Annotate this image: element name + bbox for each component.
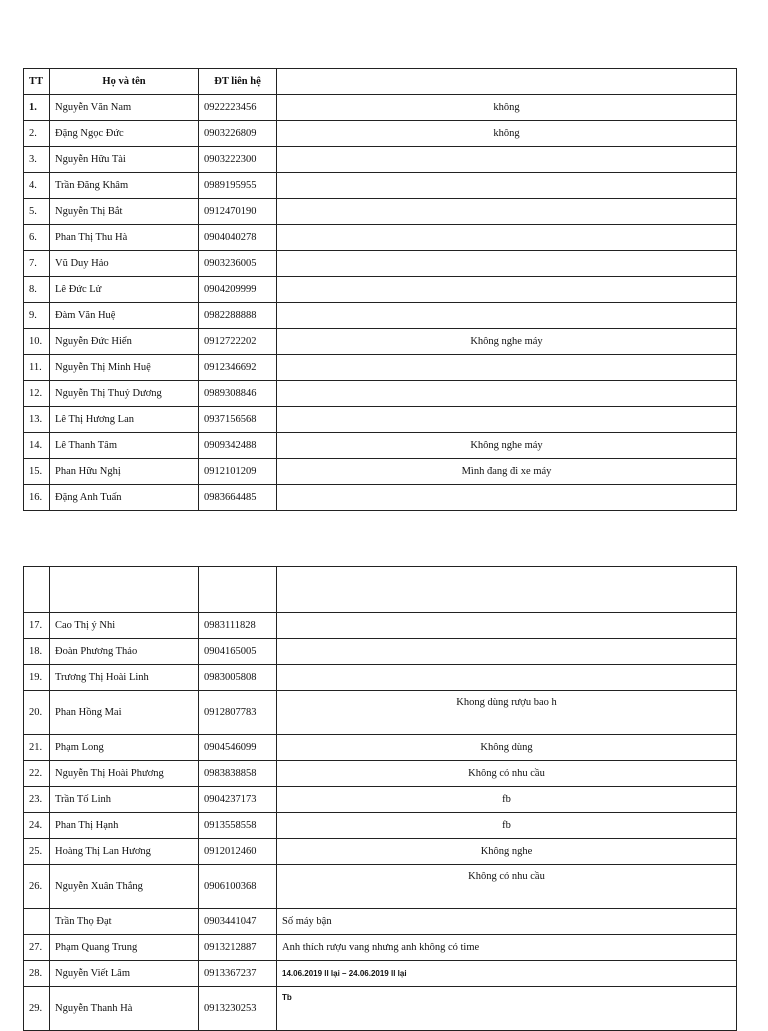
row-name: Trương Thị Hoài Linh <box>50 665 199 691</box>
table-row <box>24 121 737 147</box>
row-phone: 0903441047 <box>199 909 277 935</box>
table-row <box>24 277 737 303</box>
row-note <box>277 355 737 381</box>
table-row <box>24 355 737 381</box>
row-tt: 27. <box>24 935 50 961</box>
row-note: Không nghe máy <box>277 329 737 355</box>
row-name: Nguyễn Hữu Tài <box>50 147 199 173</box>
row-tt: 14. <box>24 433 50 459</box>
row-note <box>277 251 737 277</box>
row-tt: 24. <box>24 813 50 839</box>
row-name: Nguyễn Đức Hiển <box>50 329 199 355</box>
row-name: Lê Thị Hương Lan <box>50 407 199 433</box>
row-phone: 0903226809 <box>199 121 277 147</box>
row-note <box>277 485 737 511</box>
row-tt <box>24 909 50 935</box>
row-note: fb <box>277 813 737 839</box>
row-name: Vũ Duy Hảo <box>50 251 199 277</box>
empty-header-row <box>24 567 737 613</box>
row-phone: 0989195955 <box>199 173 277 199</box>
table-row <box>24 303 737 329</box>
row-tt: 5. <box>24 199 50 225</box>
empty-cell <box>277 567 737 613</box>
row-tt: 18. <box>24 639 50 665</box>
header-row <box>24 69 737 95</box>
row-phone: 0904237173 <box>199 787 277 813</box>
row-name: Phạm Quang Trung <box>50 935 199 961</box>
row-note <box>277 407 737 433</box>
row-note <box>277 173 737 199</box>
row-name: Trần Tố Linh <box>50 787 199 813</box>
row-phone: 0937156568 <box>199 407 277 433</box>
row-tt: 1. <box>24 95 50 121</box>
row-tt: 26. <box>24 865 50 909</box>
row-tt: 17. <box>24 613 50 639</box>
table-row <box>24 909 737 935</box>
row-note: Không có nhu cầu <box>277 761 737 787</box>
header-phone: ĐT liên hệ <box>199 69 277 95</box>
row-name: Đoàn Phương Thảo <box>50 639 199 665</box>
row-tt: 25. <box>24 839 50 865</box>
contact-table-2 <box>23 566 737 1031</box>
row-name: Đặng Anh Tuấn <box>50 485 199 511</box>
row-phone: 0913230253 <box>199 987 277 1031</box>
row-phone: 0912012460 <box>199 839 277 865</box>
table-row <box>24 459 737 485</box>
row-phone: 0912722202 <box>199 329 277 355</box>
row-name: Phan Thị Hạnh <box>50 813 199 839</box>
table-row <box>24 251 737 277</box>
row-tt: 6. <box>24 225 50 251</box>
row-note <box>277 665 737 691</box>
row-name: Nguyễn Thị Thuỷ Dương <box>50 381 199 407</box>
row-name: Nguyễn Xuân Thắng <box>50 865 199 909</box>
row-name: Đặng Ngọc Đức <box>50 121 199 147</box>
table-row <box>24 691 737 735</box>
row-note: Số máy bận <box>277 909 737 935</box>
table-row <box>24 839 737 865</box>
row-name: Nguyễn Thị Bắt <box>50 199 199 225</box>
row-tt: 8. <box>24 277 50 303</box>
table-row <box>24 199 737 225</box>
row-note: fb <box>277 787 737 813</box>
row-note <box>277 303 737 329</box>
table-row <box>24 761 737 787</box>
table-row <box>24 225 737 251</box>
row-phone: 0983111828 <box>199 613 277 639</box>
row-phone: 0983005808 <box>199 665 277 691</box>
table-row <box>24 665 737 691</box>
row-phone: 0912101209 <box>199 459 277 485</box>
table-row <box>24 813 737 839</box>
row-phone: 0904546099 <box>199 735 277 761</box>
row-name: Nguyễn Thị Minh Huệ <box>50 355 199 381</box>
row-note: Không dùng <box>277 735 737 761</box>
row-phone: 0913558558 <box>199 813 277 839</box>
row-name: Trần Thọ Đạt <box>50 909 199 935</box>
table-row <box>24 485 737 511</box>
table-row <box>24 935 737 961</box>
row-note: Không nghe máy <box>277 433 737 459</box>
row-name: Phan Hữu Nghị <box>50 459 199 485</box>
row-note: 14.06.2019 ll lại – 24.06.2019 ll lại <box>277 961 737 987</box>
table-row <box>24 381 737 407</box>
row-phone: 0912470190 <box>199 199 277 225</box>
row-phone: 0903236005 <box>199 251 277 277</box>
header-tt: TT <box>24 69 50 95</box>
row-note <box>277 613 737 639</box>
row-tt: 13. <box>24 407 50 433</box>
row-tt: 3. <box>24 147 50 173</box>
row-note: Không nghe <box>277 839 737 865</box>
table-row <box>24 735 737 761</box>
row-name: Phan Hồng Mai <box>50 691 199 735</box>
row-tt: 9. <box>24 303 50 329</box>
row-phone: 0913212887 <box>199 935 277 961</box>
row-note: Mình đang đi xe máy <box>277 459 737 485</box>
row-tt: 16. <box>24 485 50 511</box>
row-tt: 10. <box>24 329 50 355</box>
row-tt: 7. <box>24 251 50 277</box>
row-phone: 0912346692 <box>199 355 277 381</box>
row-phone: 0906100368 <box>199 865 277 909</box>
row-tt: 19. <box>24 665 50 691</box>
empty-cell <box>50 567 199 613</box>
row-tt: 28. <box>24 961 50 987</box>
table-row <box>24 433 737 459</box>
row-name: Cao Thị ý Nhi <box>50 613 199 639</box>
header-name: Họ và tên <box>50 69 199 95</box>
row-phone: 0989308846 <box>199 381 277 407</box>
row-tt: 11. <box>24 355 50 381</box>
row-name: Phạm Long <box>50 735 199 761</box>
row-phone: 0982288888 <box>199 303 277 329</box>
contact-table-1 <box>23 68 737 511</box>
row-note <box>277 147 737 173</box>
row-tt: 20. <box>24 691 50 735</box>
row-name: Phan Thị Thu Hà <box>50 225 199 251</box>
row-note <box>277 225 737 251</box>
row-note <box>277 381 737 407</box>
header-note <box>277 69 737 95</box>
row-tt: 22. <box>24 761 50 787</box>
row-name: Hoàng Thị Lan Hương <box>50 839 199 865</box>
row-tt: 2. <box>24 121 50 147</box>
row-phone: 0904209999 <box>199 277 277 303</box>
row-name: Đàm Văn Huệ <box>50 303 199 329</box>
row-name: Nguyễn Thị Hoài Phương <box>50 761 199 787</box>
row-note <box>277 639 737 665</box>
table-row <box>24 95 737 121</box>
row-note: Anh thích rượu vang nhưng anh không có time <box>277 935 737 961</box>
row-name: Lê Thanh Tâm <box>50 433 199 459</box>
row-phone: 0912807783 <box>199 691 277 735</box>
table-row <box>24 961 737 987</box>
table-row <box>24 639 737 665</box>
row-tt: 23. <box>24 787 50 813</box>
row-note <box>277 277 737 303</box>
row-note: Khong dùng rượu bao h <box>277 691 737 735</box>
row-name: Nguyễn Viết Lâm <box>50 961 199 987</box>
table-row <box>24 613 737 639</box>
row-tt: 4. <box>24 173 50 199</box>
table-row <box>24 173 737 199</box>
row-name: Nguyễn Thanh Hà <box>50 987 199 1031</box>
table-row <box>24 865 737 909</box>
table-row <box>24 407 737 433</box>
row-name: Nguyễn Văn Nam <box>50 95 199 121</box>
empty-cell <box>24 567 50 613</box>
row-tt: 29. <box>24 987 50 1031</box>
row-name: Trần Đăng Khâm <box>50 173 199 199</box>
row-phone: 0903222300 <box>199 147 277 173</box>
row-phone: 0904165005 <box>199 639 277 665</box>
row-note: Tb <box>277 987 737 1031</box>
row-phone: 0913367237 <box>199 961 277 987</box>
table-row <box>24 147 737 173</box>
row-note: không <box>277 95 737 121</box>
row-note <box>277 199 737 225</box>
row-phone: 0922223456 <box>199 95 277 121</box>
row-name: Lê Đức Lử <box>50 277 199 303</box>
row-tt: 15. <box>24 459 50 485</box>
row-phone: 0909342488 <box>199 433 277 459</box>
row-phone: 0983664485 <box>199 485 277 511</box>
row-tt: 21. <box>24 735 50 761</box>
row-tt: 12. <box>24 381 50 407</box>
table-row <box>24 329 737 355</box>
row-note: Không có nhu cầu <box>277 865 737 909</box>
row-phone: 0983838858 <box>199 761 277 787</box>
row-note: không <box>277 121 737 147</box>
empty-cell <box>199 567 277 613</box>
row-phone: 0904040278 <box>199 225 277 251</box>
table-row <box>24 787 737 813</box>
